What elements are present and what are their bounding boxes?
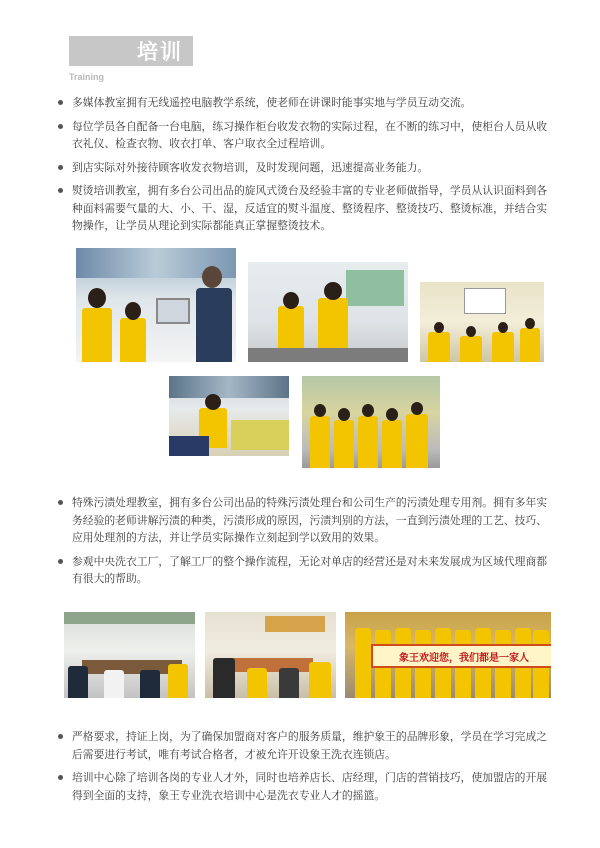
photo-seminar-table — [205, 612, 336, 698]
bullet-list-2 — [58, 494, 554, 594]
list-item: 多媒体教室拥有无线遥控电脑教学系统，使老师在讲课时能事实地与学员互动交流。 — [58, 94, 554, 112]
photo-computer-classroom — [76, 248, 236, 362]
list-item: 培训中心除了培训各岗的专业人才外，同时也培养店长、店经理，门店的营销技巧，使加盟店的开展得到全面的支持，象王专业洗衣培训中心是洗衣专业人才的摇篮。 — [58, 769, 554, 804]
list-item: 熨烫培训教室，拥有多台公司出品的旋风式烫台及经验丰富的专业老师做指导，学员从认识面料到各种面料需要气量的大、小、干、湿，反适宜的熨斗温度、整烫程序、整烫技巧、整烫标准，并结合实物操作，让学员从理论到实际都能真正掌握整烫技术。 — [58, 182, 554, 235]
list-item: 特殊污渍处理教室，拥有多台公司出品的特殊污渍处理台和公司生产的污渍处理专用剂。拥有多年实务经验的老师讲解污渍的种类，污渍形成的原因，污渍判别的方法，一直到污渍处理的工艺、技巧、应用处理剂的方法，并让学员实际操作立刻起到学以致用的效果。 — [58, 494, 554, 547]
photo-lecture-room — [420, 282, 544, 362]
list-item: 参观中央洗衣工厂，了解工厂的整个操作流程，无论对单店的经营还是对未来发展成为区域代理商都有很大的帮助。 — [58, 553, 554, 588]
list-item: 每位学员各自配备一台电脑，练习操作柜台收发衣物的实际过程，在不断的练习中，使柜台人员从收衣礼仪、检查衣物、收衣打单、客户取衣全过程培训。 — [58, 118, 554, 153]
page-title: 培训 — [69, 36, 193, 66]
photo-counter-training — [248, 262, 408, 362]
list-item: 到店实际对外接待顾客收发衣物培训，及时发现问题，迅速提高业务能力。 — [58, 159, 554, 177]
bullet-list-1 — [58, 94, 554, 241]
photo-ironing-room — [169, 376, 289, 456]
bullet-list-3 — [58, 728, 554, 810]
photo-meeting-room — [64, 612, 195, 698]
photo-welcome-banner — [345, 612, 551, 698]
page-subtitle: Training — [69, 72, 105, 82]
list-item: 严格要求，持证上岗，为了确保加盟商对客户的服务质量，维护象王的品牌形象，学员在学习完成之后需要进行考试，唯有考试合格者，才被允许开设象王洗衣连锁店。 — [58, 728, 554, 763]
welcome-banner: 象王欢迎您，我们都是一家人 — [371, 644, 551, 668]
photo-group-factory — [302, 376, 440, 468]
